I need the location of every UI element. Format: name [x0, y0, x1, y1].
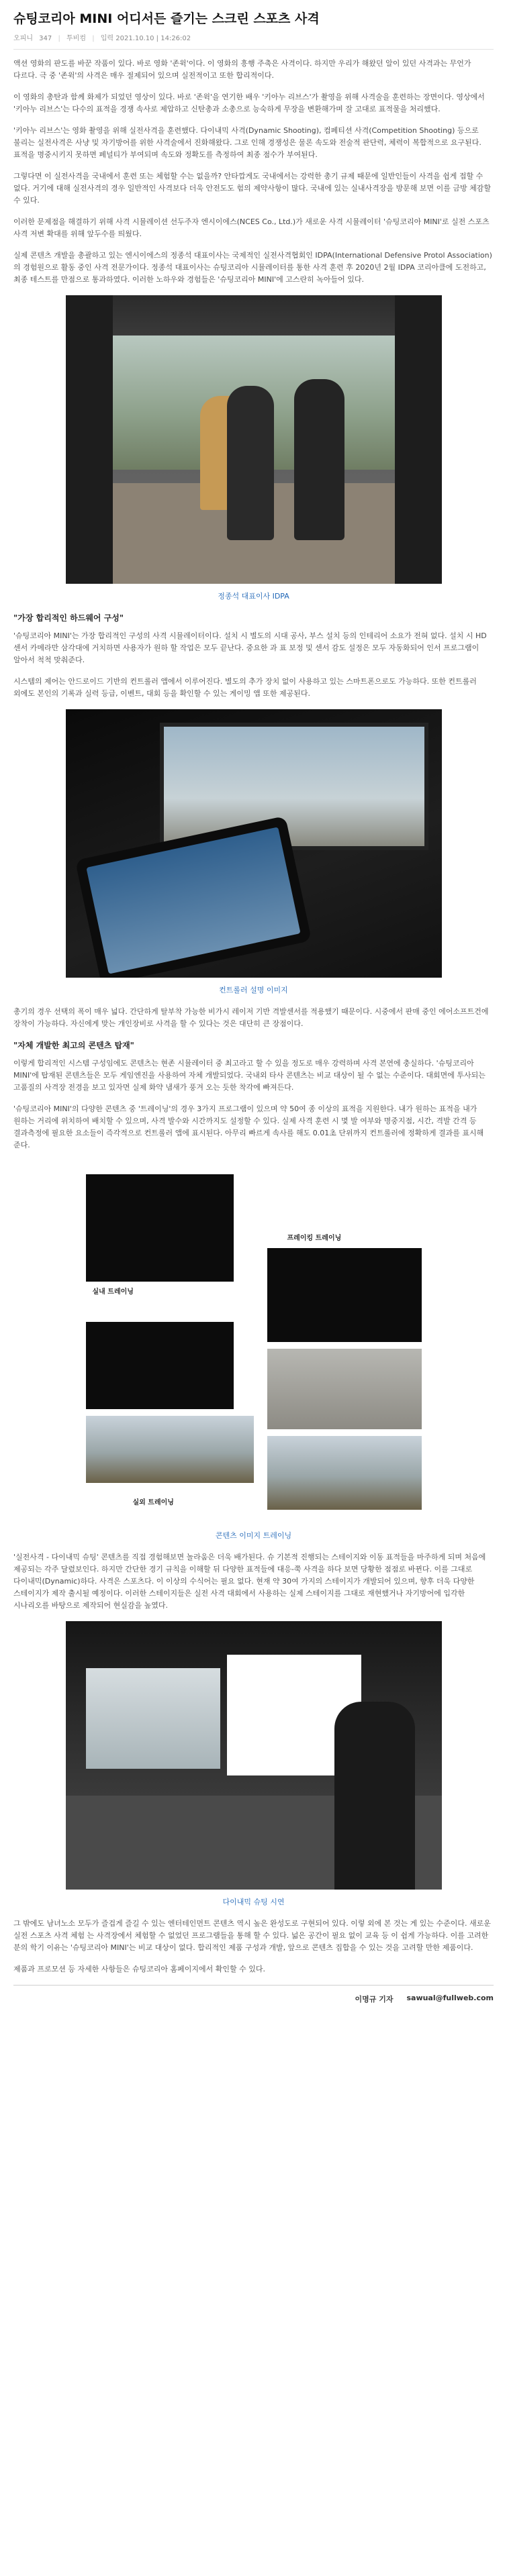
projection-screen	[160, 723, 428, 850]
meta-separator: |	[92, 35, 95, 42]
paragraph: '슈팅코리아 MINI'의 다양한 콘텐츠 중 '트레이닝'의 경우 3가지 프로그램이 있으며 약 50여 종 이상의 표적을 지원한다. 내가 원하는 표적을 내가 원하는 거리에 위치하여 배치할 수 있으며, 사격 발수와 시간까지도 설정할 수 있다. 실제 사격 훈련 시 몇 발 여부와 명중지점, 시간, 격발 간격 등 결과측정에 필요한 요소들이 즉각적으로 컨트롤러 앱에 표시된다. 아무리 빠르게 속사를 해도 0.01초 단위까지 컨트롤러에 정확하게 결과를 표시해 준다.	[13, 1104, 484, 1149]
training-collage	[66, 1161, 442, 1523]
figure-dynamic-shooting	[13, 1621, 494, 1907]
figure-caption: 다이내믹 슈팅 시연	[222, 1898, 285, 1906]
paragraph: 이렇게 합리적인 시스템 구성임에도 콘텐츠는 현존 시뮬레이터 중 최고라고 할 수 있을 정도로 매우 강력하며 사격 본연에 충실하다. '슈팅코리아 MINI'에 탑재된 콘텐츠들은 모두 게임엔진을 사용하여 자체 개발되었다. 국내외 타사 콘텐츠는 비교 대상이 될 수 없는 수준이다. 대회면에 투사되는 고품질의 사격장 전경을 보고 있자면 실제 화약 냄새가 풍겨 오는 듯한 착각에 빠져든다.	[13, 1059, 486, 1092]
photo-indoor-shooter	[66, 1621, 442, 1890]
paragraph: '슈팅코리아 MINI'는 가장 합리적인 구성의 사격 시뮬레이터이다. 설치 시 별도의 시대 공사, 부스 설치 등의 인테리어 소요가 전혀 없다. 설치 시 HD 센서 카메라만 삼각대에 거치하면 사용자가 원하 할 작업은 모두 끝난다. 중요한 과 표 보정 및 센서 감도 설정은 모두 자동화되어 인서 프로그램이 알아서 척척 맞춰준다.	[13, 631, 487, 664]
paragraph: 그렇다면 이 실전사격을 국내에서 훈련 또는 체험할 수는 없을까? 안타깝게도 국내에서는 강력한 총기 규제 때문에 일반인들이 사격을 쉽게 접할 수 없다. 거기에 대해 실전사격의 경우 일반적인 사격보다 더욱 안전도도 험의 제약사항이 많다. 국내에 있는 실내사격장을 방문해 보면 이를 금방 체감할 수 있다.	[13, 172, 491, 205]
photo-frame-left	[66, 295, 113, 584]
collage-tile-indoor	[86, 1174, 234, 1282]
paragraph: 실제 콘텐츠 개발을 총괄하고 있는 엔시이에스의 정종석 대표이사는 국제적인 실전사격협회인 IDPA(International Defensive Protol Association)의 경험원으로 활동 중인 사격 전문가이다. 정종석 대표이사는 슈팅코리아 시뮬레이터를 통한 사격 훈련 후 2020년 2월 IDPA 코리아클에 도전하고, 최종 테스트를 만점으로 통과하였다. 이러한 노하우와 경험들은 '슈팅코리아 MINI'에 고스란히 녹아들어 있다.	[13, 251, 492, 284]
reporter-name: 이명규 기자	[355, 1995, 394, 2004]
person-right	[294, 379, 344, 540]
tablet-device	[75, 816, 312, 978]
paragraph: '실전사격 - 다이내믹 슈팅' 콘텐츠를 직접 경험해보면 놀라움은 더욱 배가된다. 슈 기본적 진행되는 스테이지와 이동 표적들을 마주하게 되며 처음에 제공되는 각주 달렸보인다. 하지만 간단한 경기 규칙을 이해할 뒤 다양한 표적들에 대응-쭉 사격을 하다 보면 당황한 점점로 바뀐다. 이를 그대로 다이내믹(Dynamic)하다. 사격은 스포츠다. 이 이상의 수식어는 필요 없다. 현재 약 30여 가지의 스테이지가 개발되어 있으며, 향후 더욱 다양한 스테이지가 제작 출시될 예정이다. 이러한 스테이지들은 실전 사격 대회에서 사용하는 실제 스테이지를 그대로 재현했거나 자기방어에 입각한 시나리오를 바탕으로 제작되어 현실감을 높였다.	[13, 1553, 486, 1610]
meta-section: 오피니	[13, 35, 33, 42]
collage-tile-stage	[267, 1349, 422, 1429]
paragraph: 이 영화의 총탄과 함께 화제가 되었던 영상이 있다. 바로 '존윅'을 연기한 배우 '키아누 리브스'가 촬영을 위해 사격술을 훈련하는 장면이다. 영상에서 '키아누 리브스'는 다수의 표적을 경쟁 속사로 제압하고 신탄총과 소총으로 능숙하게 무장을 변환해가며 잘 고대로 표적물을 처리했다.	[13, 93, 485, 113]
shooter-figure	[334, 1702, 415, 1890]
collage-tile-targets	[86, 1322, 234, 1409]
tablet-screen	[86, 827, 300, 974]
meta-date: 입력 2021.10.10 | 14:26:02	[100, 35, 191, 42]
paragraph: '키아누 리브스'는 영화 촬영을 위해 실전사격을 훈련했다. 다이내믹 사격(Dynamic Shooting), 컴페티션 사격(Competition Shooting) 등으로 불리는 실전사격은 사냥 및 자기방어를 위한 사격술에서 진화해왔다. 그로 인해 경쟁성은 물론 속도와 전술적 판단력, 체력이 복합적으로 요구된다. 표적을 명중시키지 못하면 페널티가 부여되며 속도와 정확도를 측정하여 최종 점수가 부여된다.	[13, 126, 481, 159]
collage-tile-outdoor	[86, 1416, 254, 1483]
collage-label-outdoor: 실외 트레이닝	[132, 1499, 174, 1506]
collage-label-frame: 프레이킹 트레이닝	[287, 1235, 342, 1242]
article-footer	[13, 1985, 494, 2004]
paragraph: 시스템의 제어는 안드로이드 기반의 컨트롤러 앱에서 이루어진다. 별도의 추가 장치 없이 사용하고 있는 스마트폰으로도 가능하다. 또한 컨트롤러 외에도 본인의 기록과 실력 등급, 이벤트, 대회 등을 확인할 수 있는 게이밍 앱 또한 제공된다.	[13, 677, 477, 698]
article-title: 슈팅코리아 MINI 어디서든 즐기는 스크린 스포츠 사격	[13, 11, 320, 26]
collage-tile-outdoor-2	[267, 1436, 422, 1510]
article-body	[0, 50, 507, 1975]
paragraph: 제품과 프로모션 등 자세한 사항들은 슈팅코리아 홈페이지에서 확인할 수 있다.	[13, 1965, 265, 1973]
meta-views: 347	[39, 35, 52, 42]
photo-range	[66, 295, 442, 584]
figure-training-collage	[13, 1161, 494, 1541]
figure-ceo-photo	[13, 295, 494, 601]
section-subhead: "자체 개발한 최고의 콘텐츠 탑재"	[13, 1041, 134, 1050]
article-header	[0, 0, 507, 50]
reporter-email[interactable]: sawual@fullweb.com	[406, 1994, 494, 2002]
figure-controller	[13, 709, 494, 995]
section-subhead: "가장 합리적인 하드웨어 구성"	[13, 613, 124, 623]
meta-separator: |	[58, 35, 60, 42]
article-meta	[13, 32, 494, 50]
paragraph: 액션 영화의 판도를 바꾼 작품이 있다. 바로 영화 '존윅'이다. 이 영화의 흥행 주축은 사격이다. 하지만 우리가 해왔던 알이 있던 사격과는 무언가 다르다. 극 중 '존윅'의 사격은 매우 절제되어 있으며 실전적이고 또한 합리적이다.	[13, 59, 471, 80]
person-left	[227, 386, 274, 540]
collage-tile-frame	[267, 1248, 422, 1342]
figure-caption: 정종석 대표이사 IDPA	[218, 592, 289, 601]
figure-caption: 컨트롤러 설명 이미지	[219, 986, 288, 994]
collage-label-indoor: 실내 트레이닝	[92, 1288, 134, 1296]
paragraph: 그 밖에도 남녀노소 모두가 즐겁게 즐길 수 있는 엔터테인먼트 콘텐츠 역시 높은 완성도로 구현되어 있다. 이렇 외에 본 것는 게 있는 수준이다. 새로운 실전 스포츠 사격 체험 는 사격장에서 체험할 수 없었던 프로그램들을 통해 할 수 있다. 넓은 공간이 필요 없이 교육 등 이 쉽게 가능하다. 이를 고려한 분의 학기 이유는 '슈팅코리아 MINI'는 비교 대상이 없다. 합리적인 제품 구성과 개발, 앞으로 콘텐츠 집합을 수 있는 것을 고려할 만한 제품이다.	[13, 1919, 491, 1952]
paragraph: 이러한 문제점을 해결하기 위해 사격 시뮬레이션 선두주자 엔시이에스(NCES Co., Ltd.)가 새로운 사격 시뮬레이터 '슈팅코리아 MINI'로 실전 스포츠 사격 저변 확대를 위해 앞두수를 띄웠다.	[13, 217, 490, 238]
figure-caption: 콘텐츠 이미지 트레이닝	[215, 1531, 292, 1540]
meta-author: 투비컴	[66, 35, 86, 42]
paragraph: 총기의 경우 선택의 폭이 매우 넓다. 간단하게 탈부착 가능한 비가시 레이저 기반 격발센서를 적용했기 때문이다. 시중에서 판매 중인 에어소프트건에 장착이 가능하다. 자신에게 맞는 개인장비로 사격을 할 수 있다는 것은 대단히 큰 장점이다.	[13, 1007, 489, 1028]
photo-tablet	[66, 709, 442, 978]
photo-frame-right	[395, 295, 442, 584]
projection-screen-left	[86, 1668, 220, 1769]
